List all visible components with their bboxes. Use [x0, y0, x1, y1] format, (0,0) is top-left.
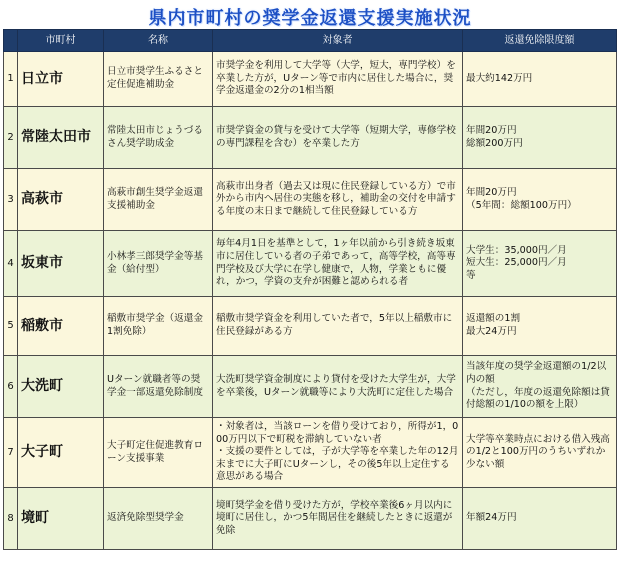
table-row: [4, 169, 617, 231]
table-row: [4, 107, 617, 169]
header-eligibility: 対象者: [213, 30, 463, 52]
scholarship-table: [3, 29, 617, 550]
eligibility-text: 毎年4月1日を基準として，1ヶ年以前から引き続き坂東市に居住している者の子弟であって，高等学校，高等専門学校及び大学に在学し健康で，人物，学業ともに優れ，かつ，学資の支弁が困難と認められる者: [213, 231, 463, 297]
program-name: 返済免除型奨学金: [104, 488, 213, 550]
program-name: Uターン就職者等の奨学金一部返還免除制度: [104, 356, 213, 418]
table-row: [4, 297, 617, 356]
header-num: [4, 30, 18, 52]
municipality-name: 日立市: [18, 52, 104, 107]
header-limit: 返還免除限度額: [463, 30, 617, 52]
municipality-name: 大子町: [18, 418, 104, 488]
table-row: [4, 356, 617, 418]
row-number: 3: [4, 169, 18, 231]
eligibility-text: 稲敷市奨学資金を利用していた者で，5年以上稲敷市に住民登録がある方: [213, 297, 463, 356]
program-name: 稲敷市奨学金（返還金1割免除）: [104, 297, 213, 356]
table-header-row: [4, 30, 617, 52]
exemption-limit: 大学等卒業時点における借入残高の1/2と100万円のうちいずれか少ない額: [463, 418, 617, 488]
table-row: [4, 418, 617, 488]
eligibility-text: 市奨学資金の貸与を受けて大学等（短期大学，専修学校の専門課程を含む）を卒業した方: [213, 107, 463, 169]
program-name: 小林孝三郎奨学金等基金（給付型）: [104, 231, 213, 297]
exemption-limit: 大学生：35,000円／月 短大生：25,000円／月 等: [463, 231, 617, 297]
row-number: 6: [4, 356, 18, 418]
exemption-limit: 返還額の1割 最大24万円: [463, 297, 617, 356]
table-row: [4, 52, 617, 107]
exemption-limit: 年間20万円 総額200万円: [463, 107, 617, 169]
table-row: [4, 231, 617, 297]
municipality-name: 大洗町: [18, 356, 104, 418]
municipality-name: 坂東市: [18, 231, 104, 297]
program-name: 常陸太田市じょうづるさん奨学助成金: [104, 107, 213, 169]
program-name: 日立市奨学生ふるさと定住促進補助金: [104, 52, 213, 107]
program-name: 大子町定住促進教育ローン支援事業: [104, 418, 213, 488]
exemption-limit: 年間20万円 （5年間：総額100万円）: [463, 169, 617, 231]
eligibility-text: 高萩市出身者（過去又は現に住民登録している方）で市外から市内へ居住の実態を移し，補助金の交付を申請する年度の末日まで継続して住民登録している方: [213, 169, 463, 231]
page-title: 県内市町村の奨学金返還支援実施状況: [148, 8, 472, 29]
row-number: 4: [4, 231, 18, 297]
program-name: 高萩市創生奨学金返還支援補助金: [104, 169, 213, 231]
exemption-limit: 当該年度の奨学金返還額の1/2以内の額 （ただし，年度の返還免除額は貸付総額の1/10の額を上限）: [463, 356, 617, 418]
table-row: [4, 488, 617, 550]
municipality-name: 常陸太田市: [18, 107, 104, 169]
header-municipality: 市町村: [18, 30, 104, 52]
header-program: 名称: [104, 30, 213, 52]
eligibility-text: ・対象者は，当該ローンを借り受けており，所得が1，000万円以下で町税を滞納していない者 ・支援の要件としては，子が大学等を卒業した年の12月末までに大子町にUターンし，その後5年以上定住する意思がある場合: [213, 418, 463, 488]
eligibility-text: 大洗町奨学資金制度により貸付を受けた大学生が，大学を卒業後，Uターン就職等により大洗町に定住した場合: [213, 356, 463, 418]
municipality-name: 高萩市: [18, 169, 104, 231]
row-number: 7: [4, 418, 18, 488]
exemption-limit: 年額24万円: [463, 488, 617, 550]
row-number: 2: [4, 107, 18, 169]
exemption-limit: 最大約142万円: [463, 52, 617, 107]
row-number: 8: [4, 488, 18, 550]
municipality-name: 境町: [18, 488, 104, 550]
municipality-name: 稲敷市: [18, 297, 104, 356]
row-number: 1: [4, 52, 18, 107]
row-number: 5: [4, 297, 18, 356]
eligibility-text: 市奨学金を利用して大学等（大学，短大，専門学校）を卒業した方が，Uターン等で市内に居住した場合に，奨学金返還金の2分の1相当額: [213, 52, 463, 107]
eligibility-text: 境町奨学金を借り受けた方が，学校卒業後6ヶ月以内に境町に居住し，かつ5年間居住を継続したときに返還が免除: [213, 488, 463, 550]
